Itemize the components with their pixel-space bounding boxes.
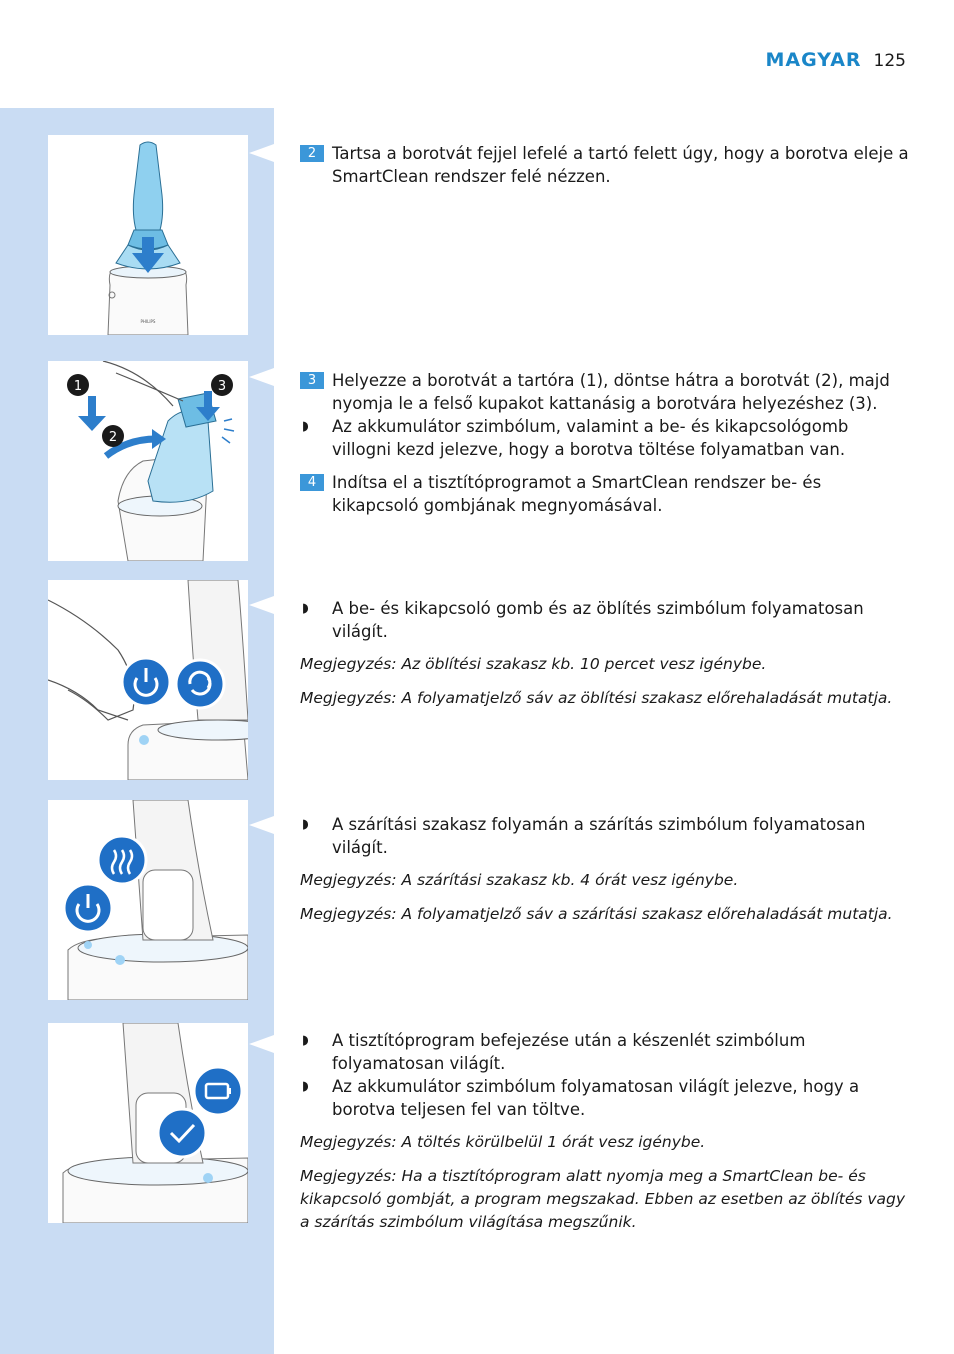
- drying-icon: [98, 836, 146, 884]
- rinse-icon: [176, 660, 224, 708]
- result-bullet: [300, 597, 912, 643]
- svg-text:PHILIPS: PHILIPS: [140, 319, 156, 324]
- bullet-text: Az akkumulátor szimbólum folyamatosan világít jelezve, hogy a borotva teljesen fel van töltve.: [332, 1077, 860, 1119]
- svg-text:1: 1: [73, 379, 83, 394]
- result-bullet: [300, 813, 912, 859]
- figure-ready-state: [48, 1023, 248, 1223]
- step-text: Helyezze a borotvát a tartóra (1), döntse hátra a borotvát (2), majd nyomja le a felső kupakot kattanásig a borotvára helyezéshez (3).: [332, 371, 890, 413]
- bullet-text: A szárítási szakasz folyamán a szárítás szimbólum folyamatosan világít.: [332, 815, 866, 857]
- power-icon: [122, 658, 170, 706]
- bullet-icon: ◗: [302, 601, 309, 616]
- note: Megjegyzés: Ha a tisztítóprogram alatt nyomja meg a SmartClean be- és kikapcsoló gombját, a program megszakad. Ebben az esetben az öblítés vagy a szárítás szimbólum világítása megszűnik.: [300, 1167, 906, 1231]
- battery-icon: [194, 1067, 242, 1115]
- bullet-text: A tisztítóprogram befejezése után a készenlét szimbólum folyamatosan világít.: [332, 1031, 806, 1073]
- figure-rinse-phase: [48, 580, 248, 780]
- power-icon: [64, 884, 112, 932]
- result-bullet: [300, 1029, 912, 1075]
- panel-pointer: [249, 1035, 274, 1053]
- note: Megjegyzés: A folyamatjelző sáv a szárítási szakasz előrehaladását mutatja.: [300, 905, 893, 923]
- step-number-badge: 4: [300, 474, 324, 491]
- bullet-text: A be- és kikapcsoló gomb és az öblítés szimbólum folyamatosan világít.: [332, 599, 864, 641]
- panel-pointer: [249, 596, 274, 614]
- figure-shaver-placement: [48, 135, 248, 335]
- note: Megjegyzés: A töltés körülbelül 1 órát vesz igénybe.: [300, 1133, 706, 1151]
- step-text: Tartsa a borotvát fejjel lefelé a tartó felett úgy, hogy a borotva eleje a SmartClean rendszer felé nézzen.: [332, 144, 909, 186]
- instruction-block-1: [300, 142, 912, 188]
- note: Megjegyzés: Az öblítési szakasz kb. 10 percet vesz igénybe.: [300, 655, 767, 673]
- step-number-badge: 2: [300, 145, 324, 162]
- instruction-block-4: [300, 813, 912, 926]
- page-header: [765, 49, 906, 73]
- panel-pointer: [249, 144, 274, 162]
- bullet-text: Az akkumulátor szimbólum, valamint a be- és kikapcsológomb villogni kezd jelezve, hogy a borotva töltése folyamatban van.: [332, 417, 849, 459]
- instruction-block-3: [300, 597, 912, 710]
- svg-text:3: 3: [217, 379, 227, 394]
- checkmark-icon: [158, 1109, 206, 1157]
- bullet-icon: ◗: [302, 419, 309, 434]
- figure-shaver-mounting: [48, 361, 248, 561]
- bullet-icon: ◗: [302, 817, 309, 832]
- panel-pointer: [249, 816, 274, 834]
- result-bullet: [300, 1075, 912, 1121]
- panel-pointer: [249, 368, 274, 386]
- instruction-block-5: [300, 1029, 912, 1234]
- bullet-icon: ◗: [302, 1033, 309, 1048]
- note: Megjegyzés: A szárítási szakasz kb. 4 órát vesz igénybe.: [300, 871, 739, 889]
- shaver-icon: [48, 135, 248, 335]
- result-bullet: [300, 415, 912, 461]
- step-4: [300, 471, 912, 517]
- bullet-icon: ◗: [302, 1079, 309, 1094]
- svg-text:2: 2: [108, 430, 118, 445]
- step-number-badge: 3: [300, 372, 324, 389]
- step-text: Indítsa el a tisztítóprogramot a SmartClean rendszer be- és kikapcsoló gombjának megnyomásával.: [332, 473, 822, 515]
- page-number: 125: [873, 51, 906, 71]
- section-title: MAGYAR: [765, 49, 862, 71]
- step-2: [300, 142, 912, 188]
- figure-dry-phase: [48, 800, 248, 1000]
- note: Megjegyzés: A folyamatjelző sáv az öblítési szakasz előrehaladását mutatja.: [300, 689, 893, 707]
- instruction-block-2: [300, 369, 912, 517]
- down-arrow-icon: [78, 396, 106, 431]
- step-3: [300, 369, 912, 415]
